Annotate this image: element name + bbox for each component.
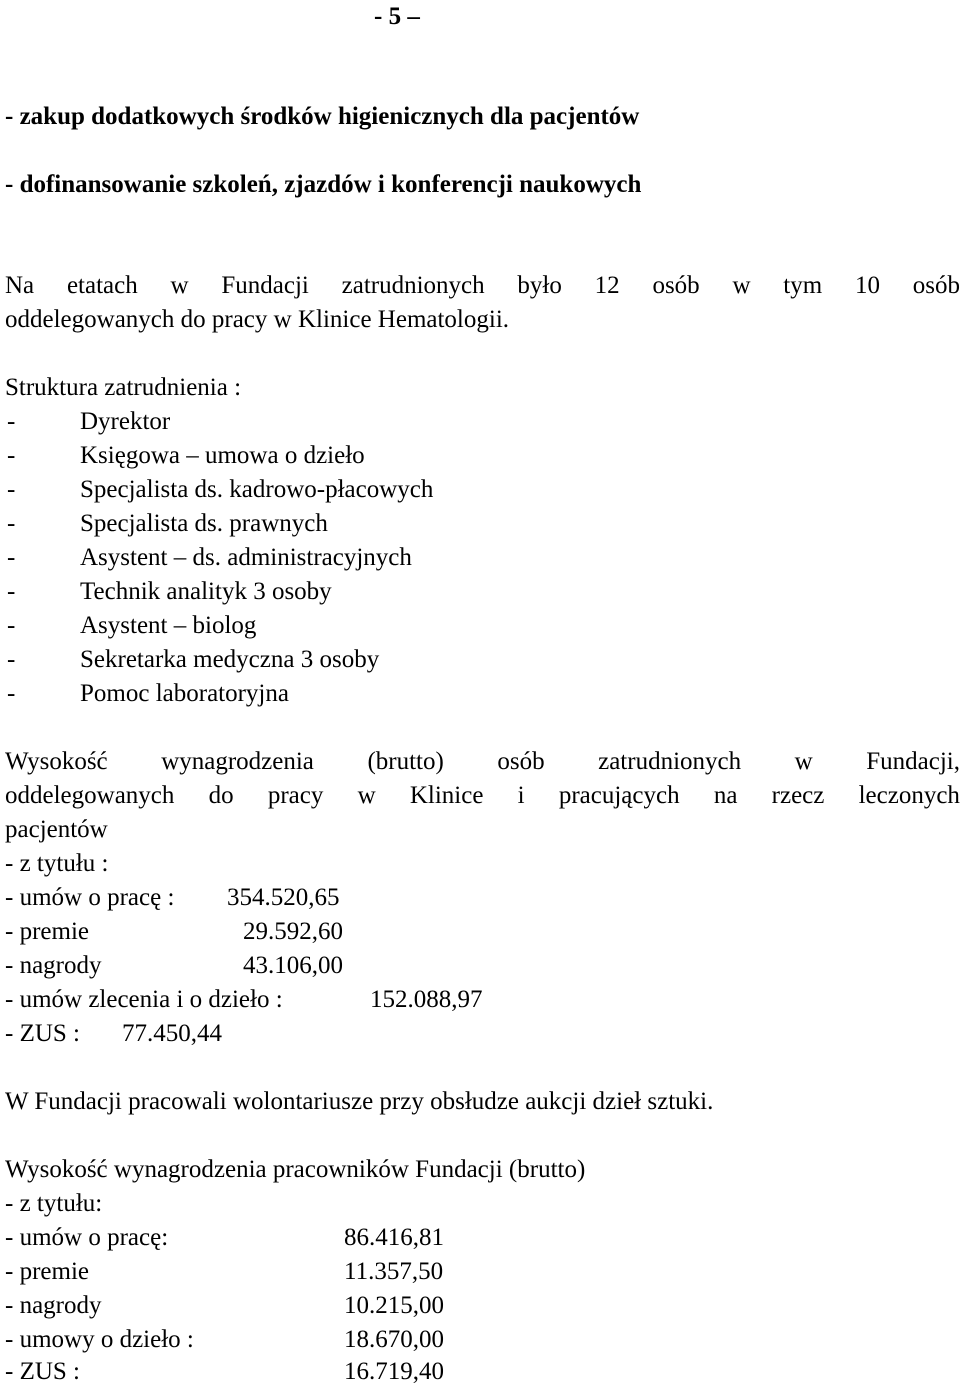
word: Fundacji [221, 272, 309, 299]
list-item: Specjalista ds. kadrowo-płacowych [80, 476, 434, 503]
word: na [713, 782, 738, 809]
list-dash: - [7, 442, 16, 469]
word: tym [783, 272, 823, 299]
list-dash: - [7, 476, 16, 503]
salary-row-label: - premie [5, 918, 89, 945]
list-item: Asystent – ds. administracyjnych [80, 544, 412, 571]
salary-row-value: 354.520,65 [227, 884, 340, 911]
list-item: Księgowa – umowa o dzieło [80, 442, 365, 469]
word: pracujących [558, 782, 680, 809]
word: 12 [594, 272, 620, 299]
salary-row-value: 43.106,00 [243, 952, 343, 979]
word: oddelegowanych [5, 782, 175, 809]
word: do [208, 782, 234, 809]
list-dash: - [7, 408, 16, 435]
salary-staff-by-title: - z tytułu: [5, 1190, 103, 1217]
bold-bullet-training: - dofinansowanie szkoleń, zjazdów i konferencji naukowych [5, 171, 642, 198]
salary-row-value: 18.670,00 [344, 1326, 444, 1353]
list-dash: - [7, 510, 16, 537]
salary-staff-title: Wysokość wynagrodzenia pracowników Fundacji (brutto) [5, 1156, 586, 1183]
word: (brutto) [367, 748, 444, 775]
salary-row-label: - nagrody [5, 952, 102, 979]
list-dash: - [7, 680, 16, 707]
word: rzecz [771, 782, 825, 809]
salary-row-label: - umowy o dzieło : [5, 1326, 194, 1353]
salary-row-label: - nagrody [5, 1292, 102, 1319]
word: osób [652, 272, 700, 299]
word: w [357, 782, 376, 809]
employment-line-1 [5, 269, 960, 303]
employment-line-2: oddelegowanych do pracy w Klinice Hematologii. [5, 306, 510, 333]
list-dash: - [7, 646, 16, 673]
salary-row-value: 86.416,81 [344, 1224, 444, 1251]
list-item: Asystent – biolog [80, 612, 257, 639]
list-item: Technik analityk 3 osoby [80, 578, 332, 605]
salary-row-label: - ZUS : [5, 1358, 80, 1385]
list-dash: - [7, 578, 16, 605]
salary-row-label: - premie [5, 1258, 89, 1285]
salary-row-value: 152.088,97 [370, 986, 483, 1013]
list-item: Dyrektor [80, 408, 171, 435]
salary-delegated-line-3: pacjentów [5, 816, 108, 843]
word: etatach [66, 272, 138, 299]
word: w [170, 272, 189, 299]
salary-row-label: - ZUS : [5, 1020, 80, 1047]
volunteers-sentence: W Fundacji pracowali wolontariusze przy obsłudze aukcji dzieł sztuki. [5, 1088, 714, 1115]
word: było [517, 272, 562, 299]
word: zatrudnionych [598, 748, 742, 775]
salary-row-value: 77.450,44 [122, 1020, 222, 1047]
list-dash: - [7, 612, 16, 639]
word: pracy [267, 782, 324, 809]
word: Na [5, 272, 35, 299]
salary-delegated-by-title: - z tytułu : [5, 850, 109, 877]
page-number: - 5 – [374, 3, 420, 30]
salary-row-label: - umów o pracę : [5, 884, 175, 911]
salary-row-label: - umów zlecenia i o dzieło : [5, 986, 283, 1013]
bold-bullet-hygiene: - zakup dodatkowych środków higienicznych dla pacjentów [5, 103, 640, 130]
word: osób [497, 748, 545, 775]
word: 10 [854, 272, 880, 299]
word: w [732, 272, 751, 299]
word: zatrudnionych [341, 272, 485, 299]
salary-row-value: 29.592,60 [243, 918, 343, 945]
list-dash: - [7, 544, 16, 571]
salary-row-value: 16.719,40 [344, 1358, 444, 1385]
word: leczonych [858, 782, 960, 809]
salary-row-label: - umów o pracę: [5, 1224, 169, 1251]
word: wynagrodzenia [161, 748, 314, 775]
word: Klinice [409, 782, 484, 809]
list-item: Sekretarka medyczna 3 osoby [80, 646, 380, 673]
list-item: Specjalista ds. prawnych [80, 510, 328, 537]
salary-row-value: 10.215,00 [344, 1292, 444, 1319]
salary-row-value: 11.357,50 [344, 1258, 444, 1285]
salary-delegated-line-2 [5, 779, 960, 813]
word: osób [912, 272, 960, 299]
word: i [517, 782, 525, 809]
word: w [794, 748, 813, 775]
list-item: Pomoc laboratoryjna [80, 680, 289, 707]
structure-title: Struktura zatrudnienia : [5, 374, 242, 401]
word: Fundacji, [866, 748, 960, 775]
word: Wysokość [5, 748, 108, 775]
salary-delegated-line-1 [5, 745, 960, 779]
